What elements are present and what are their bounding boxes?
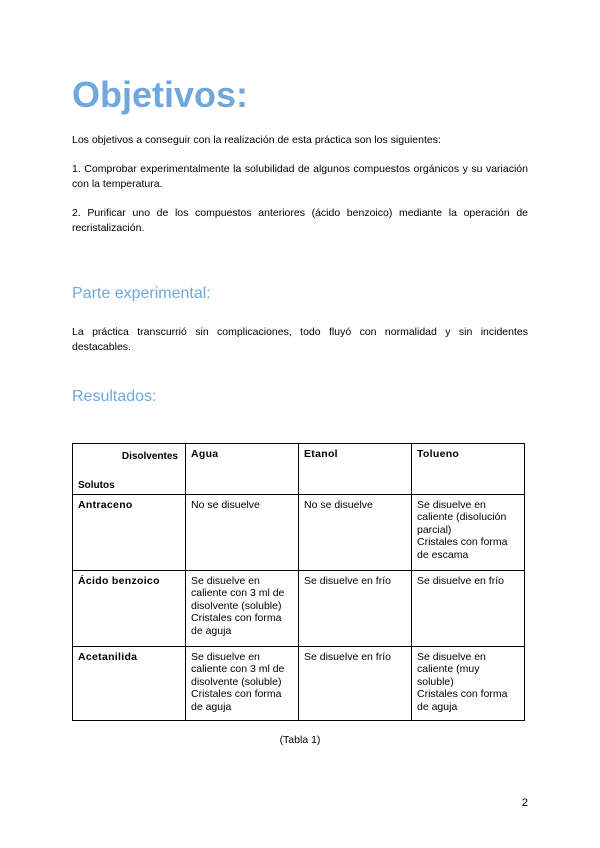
- corner-label-solvents: Disolventes: [121, 451, 178, 462]
- table-row: [73, 571, 525, 647]
- table-row: [73, 495, 525, 571]
- experimental-heading: Parte experimental:: [72, 285, 211, 302]
- table-row: [73, 647, 525, 721]
- table-header-row: [73, 444, 525, 495]
- column-header-tolueno: Tolueno: [412, 444, 525, 495]
- experimental-paragraph: La práctica transcurrió sin complicaciones, todo fluyó con normalidad y sin incidentes destacables.: [72, 326, 528, 353]
- page-number: 2: [521, 797, 528, 809]
- column-header-etanol: Etanol: [299, 444, 412, 495]
- row-header-acido-benzoico: Ácido benzoico: [73, 571, 186, 647]
- column-header-agua: Agua: [186, 444, 299, 495]
- row-header-acetanilida: Acetanilida: [73, 647, 186, 721]
- table-cell: Se disuelve en caliente (muy soluble) Cristales con forma de aguja: [412, 647, 525, 721]
- corner-label-solutes: Solutos: [78, 479, 115, 491]
- row-header-antraceno: Antraceno: [73, 495, 186, 571]
- objective-1: 1. Comprobar experimentalmente la solubilidad de algunos compuestos orgánicos y su variación con la temperatura.: [72, 163, 528, 190]
- page-title: Objetivos:: [72, 74, 249, 115]
- results-heading: Resultados:: [72, 388, 157, 405]
- intro-paragraph: Los objetivos a conseguir con la realización de esta práctica son los siguientes:: [72, 134, 441, 146]
- table-cell: Se disuelve en caliente con 3 ml de disolvente (soluble) Cristales con forma de aguja: [186, 571, 299, 647]
- table-cell: Se disuelve en frío: [299, 647, 412, 721]
- table-cell: No se disuelve: [186, 495, 299, 571]
- table-corner-cell: [73, 444, 186, 495]
- table-cell: No se disuelve: [299, 495, 412, 571]
- table-cell: Se disuelve en caliente (disolución parcial) Cristales con forma de escama: [412, 495, 525, 571]
- table-cell: Se disuelve en frío: [299, 571, 412, 647]
- table-cell: Se disuelve en frío: [412, 571, 525, 647]
- table-caption: (Tabla 1): [279, 734, 321, 746]
- objective-2: 2. Purificar uno de los compuestos anteriores (ácido benzoico) mediante la operación de recristalización.: [72, 207, 528, 234]
- table-cell: Se disuelve en caliente con 3 ml de disolvente (soluble) Cristales con forma de aguja: [186, 647, 299, 721]
- results-table: [72, 443, 525, 721]
